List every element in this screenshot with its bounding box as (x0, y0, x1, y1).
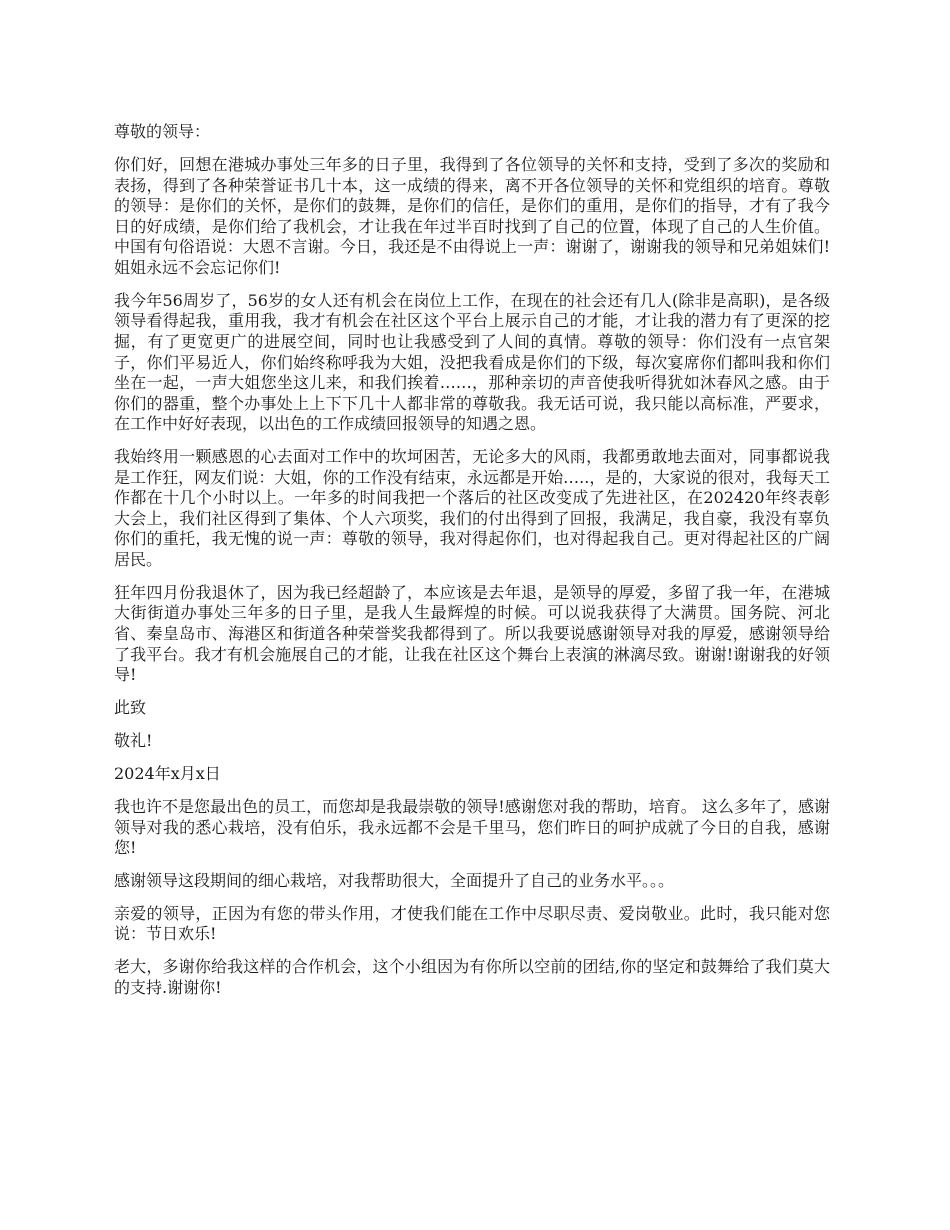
extra-paragraph-4: 老大，多谢你给我这样的合作机会，这个小组因为有你所以空前的团结,你的坚定和鼓舞给了我们莫大的支持.谢谢你! (114, 957, 830, 997)
extra-paragraph-3: 亲爱的领导，正因为有您的带头作用，才使我们能在工作中尽职尽责、爱岗敬业。此时，我只能对您说：节日欢乐! (114, 903, 830, 944)
document-page (114, 122, 830, 1011)
regards-line: 敬礼! (114, 730, 153, 750)
closing-line: 此致 (114, 697, 147, 717)
body-paragraph-4: 狂年四月份我退休了，因为我已经超龄了，本应该是去年退，是领导的厚爱，多留了我一年，在港城大街街道办事处三年多的日子里，是我人生最辉煌的时候。可以说我获得了大满贯。国务院、河北省、秦皇岛市、海港区和街道各种荣誉奖我都得到了。所以我要说感谢领导对我的厚爱，感谢领导给了我平台。我才有机会施展自己的才能，让我在社区这个舞台上表演的淋漓尽致。谢谢!谢谢我的好领导! (114, 582, 830, 685)
body-paragraph-2: 我今年56周岁了，56岁的女人还有机会在岗位上工作，在现在的社会还有几人(除非是高职)，是各级领导看得起我，重用我，我才有机会在社区这个平台上展示自己的才能，才让我的潜力有了更深的挖掘，有了更宽更广的进展空间，同时也让我感受到了人间的真情。尊敬的领导：你们没有一点官架子，你们平易近人，你们始终称呼我为大姐，没把我看成是你们的下级，每次宴席你们都叫我和你们坐在一起，一声大姐您坐这儿来，和我们挨着……，那种亲切的声音使我听得犹如沐春风之感。由于你们的器重，整个办事处上上下下几十人都非常的尊敬我。我无话可说，我只能以高标准，严要求，在工作中好好表现，以出色的工作成绩回报领导的知遇之恩。 (114, 290, 830, 434)
letter-date: 2024年x月x日 (114, 763, 221, 783)
extra-paragraph-2: 感谢领导这段期间的细心栽培，对我帮助很大，全面提升了自己的业务水平。。。 (114, 870, 675, 890)
salutation: 尊敬的领导： (114, 122, 211, 141)
body-paragraph-1: 你们好，回想在港城办事处三年多的日子里，我得到了各位领导的关怀和支持，受到了多次的奖励和表扬，得到了各种荣誉证书几十本，这一成绩的得来，离不开各位领导的关怀和党组织的培育。尊敬的领导：是你们的关怀，是你们的鼓舞，是你们的信任，是你们的重用，是你们的指导，才有了我今日的好成绩，是你们给了我机会，才让我在年过半百时找到了自己的位置，体现了自己的人生价值。中国有句俗语说：大恩不言谢。今日，我还是不由得说上一声：谢谢了，谢谢我的领导和兄弟姐妹们!姐姐永远不会忘记你们! (114, 154, 830, 277)
extra-paragraph-1: 我也许不是您最出色的员工，而您却是我最崇敬的领导!感谢您对我的帮助，培育。 这么多年了，感谢领导对我的悉心栽培，没有伯乐，我永远都不会是千里马，您们昨日的呵护成就了今日的自我，感谢您! (114, 796, 830, 858)
body-paragraph-3: 我始终用一颗感恩的心去面对工作中的坎坷困苦，无论多大的风雨，我都勇敢地去面对，同事都说我是工作狂，网友们说：大姐，你的工作没有结束，永远都是开始…..，是的，大家说的很对，我每天工作都在十几个小时以上。一年多的时间我把一个落后的社区改变成了先进社区，在202420年终表彰大会上，我们社区得到了集体、个人六项奖，我们的付出得到了回报，我满足，我自豪，我没有辜负你们的重托，我无愧的说一声：尊敬的领导，我对得起你们，也对得起我自己。更对得起社区的广阔居民。 (114, 447, 830, 570)
